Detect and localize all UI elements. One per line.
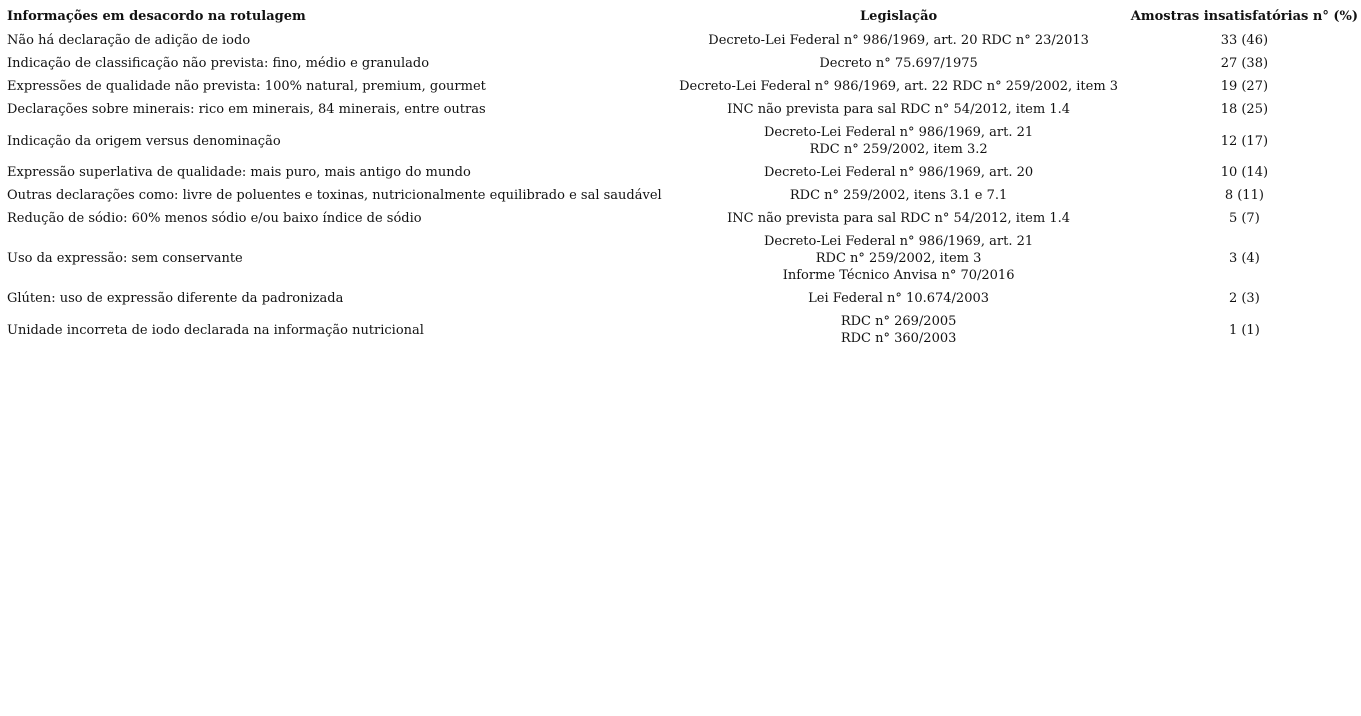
table-row <box>4 207 1361 230</box>
cell-amostras: 33 (46) <box>1220 33 1269 48</box>
cell-amostras: 8 (11) <box>1224 188 1264 203</box>
table-row <box>4 29 1361 52</box>
table-row <box>4 230 1361 287</box>
cell-amostras: 5 (7) <box>1228 211 1260 226</box>
legislacao-line: INC não prevista para sal RDC n° 54/2012, item 1.4 <box>727 211 1071 226</box>
header-amostras: Amostras insatisfatórias n° (%) <box>1130 9 1358 24</box>
legislacao-line: Decreto-Lei Federal n° 986/1969, art. 21 <box>764 234 1034 249</box>
legislacao-line: RDC n° 259/2002, item 3 <box>815 251 982 266</box>
cell-informacao: Expressão superlativa de qualidade: mais puro, mais antigo do mundo <box>7 165 471 180</box>
cell-informacao: Não há declaração de adição de iodo <box>7 33 251 48</box>
table-row <box>4 98 1361 121</box>
table-row <box>4 184 1361 207</box>
cell-legislacao <box>669 98 1127 121</box>
cell-legislacao <box>669 184 1127 207</box>
table-row <box>4 310 1361 350</box>
legislacao-line: Decreto-Lei Federal n° 986/1969, art. 22 RDC n° 259/2002, item 3 <box>679 79 1119 94</box>
table-row <box>4 161 1361 184</box>
cell-legislacao <box>669 207 1127 230</box>
legislacao-line: Decreto n° 75.697/1975 <box>819 56 978 71</box>
cell-amostras: 18 (25) <box>1220 102 1269 117</box>
header-informacoes: Informações em desacordo na rotulagem <box>7 9 306 24</box>
table-header-row <box>4 4 1361 29</box>
legislacao-line: RDC n° 259/2002, itens 3.1 e 7.1 <box>789 188 1008 203</box>
cell-legislacao <box>669 310 1127 350</box>
cell-informacao: Expressões de qualidade não prevista: 100% natural, premium, gourmet <box>7 79 486 94</box>
cell-informacao: Indicação de classificação não prevista: fino, médio e granulado <box>7 56 430 71</box>
legislacao-line: Decreto-Lei Federal n° 986/1969, art. 20 RDC n° 23/2013 <box>708 33 1089 48</box>
header-legislacao: Legislação <box>860 9 938 24</box>
cell-informacao: Glúten: uso de expressão diferente da padronizada <box>7 291 344 306</box>
cell-amostras: 1 (1) <box>1228 322 1260 338</box>
cell-informacao: Uso da expressão: sem conservante <box>7 251 243 266</box>
cell-legislacao <box>669 230 1127 287</box>
cell-legislacao <box>669 52 1127 75</box>
labeling-nonconformity-table <box>4 4 1361 350</box>
cell-legislacao <box>669 121 1127 161</box>
legislacao-line: Lei Federal n° 10.674/2003 <box>808 291 990 306</box>
legislacao-line: RDC n° 360/2003 <box>840 331 957 346</box>
cell-legislacao <box>669 161 1127 184</box>
table-row <box>4 52 1361 75</box>
cell-informacao: Indicação da origem versus denominação <box>7 133 281 149</box>
table-row <box>4 287 1361 310</box>
cell-informacao: Redução de sódio: 60% menos sódio e/ou baixo índice de sódio <box>7 211 422 226</box>
cell-informacao: Declarações sobre minerais: rico em minerais, 84 minerais, entre outras <box>7 102 486 117</box>
legislacao-line: INC não prevista para sal RDC n° 54/2012, item 1.4 <box>727 102 1071 117</box>
legislacao-line: RDC n° 259/2002, item 3.2 <box>809 142 988 157</box>
cell-informacao: Unidade incorreta de iodo declarada na informação nutricional <box>7 322 424 338</box>
legislacao-line: Informe Técnico Anvisa n° 70/2016 <box>782 268 1015 283</box>
table-row <box>4 75 1361 98</box>
cell-amostras: 27 (38) <box>1220 56 1269 71</box>
table-row <box>4 121 1361 161</box>
cell-amostras: 2 (3) <box>1228 291 1260 306</box>
cell-amostras: 10 (14) <box>1220 165 1269 180</box>
legislacao-line: Decreto-Lei Federal n° 986/1969, art. 20 <box>764 165 1034 180</box>
cell-amostras: 3 (4) <box>1228 251 1260 266</box>
cell-legislacao <box>669 75 1127 98</box>
cell-informacao: Outras declarações como: livre de poluentes e toxinas, nutricionalmente equilibrado e sal saudável <box>7 188 662 203</box>
legislacao-line: RDC n° 269/2005 <box>840 314 957 329</box>
table-body <box>4 29 1361 350</box>
cell-amostras: 12 (17) <box>1220 133 1269 149</box>
cell-amostras: 19 (27) <box>1220 79 1269 94</box>
legislacao-line: Decreto-Lei Federal n° 986/1969, art. 21 <box>764 125 1034 140</box>
cell-legislacao <box>669 287 1127 310</box>
cell-legislacao <box>669 29 1127 52</box>
